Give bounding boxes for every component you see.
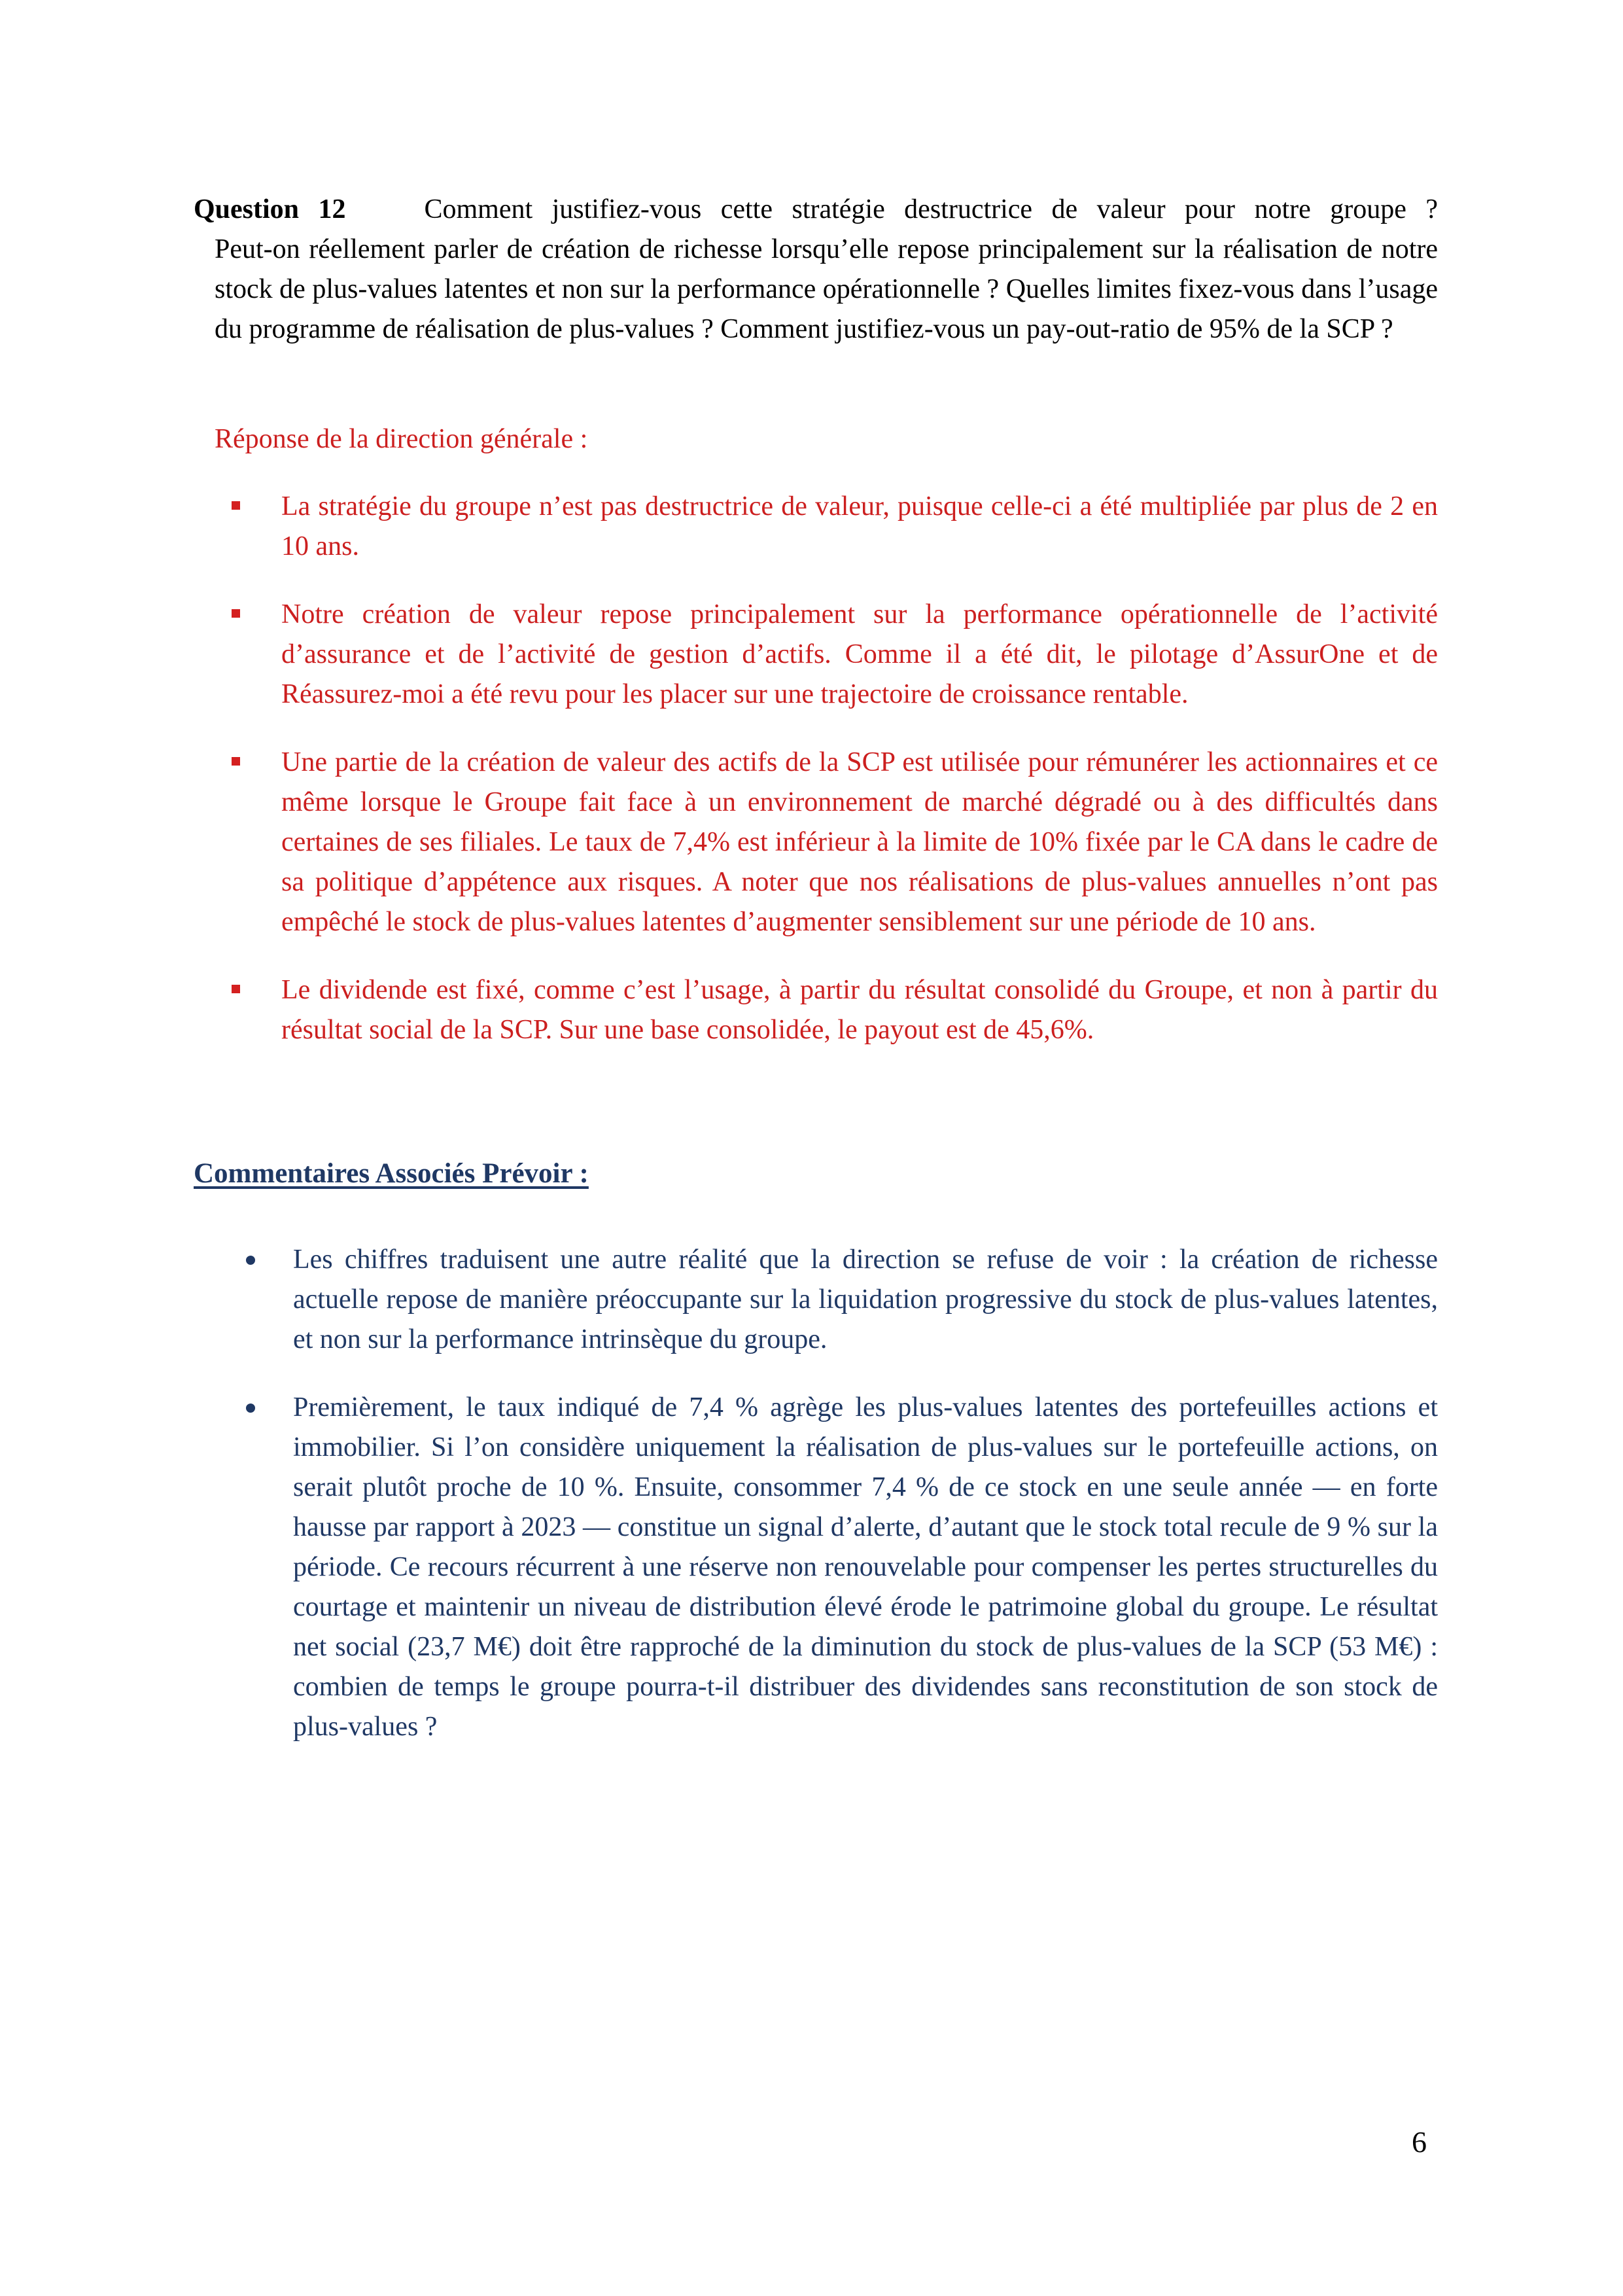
question-label: Question 12 (194, 194, 346, 224)
response-item-text: Une partie de la création de valeur des actifs de la SCP est utilisée pour rémunérer les actionnaires et ce même lorsque le Groupe fait face à un environnement de marché dégradé ou à des difficultés dans certaines de ses filiales. Le taux de 7,4% est inférieur à la limite de 10% fixée par le CA dans le cadre de sa politique d’appétence aux risques. A noter que nos réalisations de plus-values annuelles n’ont pas empêché le stock de plus-values latentes d’augmenter sensiblement sur une période de 10 ans. (281, 747, 1438, 937)
response-item-text: Le dividende est fixé, comme c’est l’usage, à partir du résultat consolidé du Groupe, et non à partir du résultat social de la SCP. Sur une base consolidée, le payout est de 45,6%. (281, 975, 1438, 1045)
question-first-line (194, 190, 1438, 230)
question-block (194, 190, 1438, 349)
square-bullet-icon (232, 985, 240, 993)
response-item (281, 970, 1438, 1050)
square-bullet-icon (232, 757, 240, 766)
question-first-sentence: Comment justifiez-vous cette stratégie destructrice de valeur pour notre groupe ? (424, 194, 1438, 224)
square-bullet-icon (232, 501, 240, 510)
comment-item-text: Premièrement, le taux indiqué de 7,4 % agrège les plus-values latentes des portefeuilles actions et immobilier. Si l’on considère uniquement la réalisation de plus-values sur le portefeuille actions, on serait plutôt proche de 10 %. Ensuite, consommer 7,4 % de ce stock en une seule année — en forte hausse par rapport à 2023 — constitue un signal d’alerte, d’autant que le stock total recule de 9 % sur la période. Ce recours récurrent à une réserve non renouvelable pour compenser les pertes structurelles du courtage et maintenir un niveau de distribution élevé érode le patrimoine global du groupe. Le résultat net social (23,7 M€) doit être rapproché de la diminution du stock de plus-values de la SCP (53 M€) : combien de temps le groupe pourra-t-il distribuer des dividendes sans reconstitution de son stock de plus-values ? (293, 1392, 1438, 1742)
round-bullet-icon (246, 1404, 255, 1413)
response-item-text: La stratégie du groupe n’est pas destructrice de valeur, puisque celle-ci a été multipliée par plus de 2 en 10 ans. (281, 491, 1438, 561)
comments-heading: Commentaires Associés Prévoir : (194, 1158, 589, 1189)
response-item (281, 487, 1438, 567)
response-list (281, 487, 1438, 1078)
question-text: Peut-on réellement parler de création de richesse lorsqu’elle repose principalement sur la réalisation de notre stock de plus-values latentes et non sur la performance opérationnelle ? Quelles limites fixez-vous dans l’usage du programme de réalisation de plus-values ? Comment justifiez-vous un pay-out-ratio de 95% de la SCP ? (215, 234, 1438, 344)
page-number: 6 (1412, 2125, 1427, 2159)
comment-item (293, 1388, 1438, 1747)
response-item (281, 595, 1438, 715)
square-bullet-icon (232, 609, 240, 618)
response-item-text: Notre création de valeur repose principalement sur la performance opérationnelle de l’activité d’assurance et de l’activité de gestion d’actifs. Comme il a été dit, le pilotage d’AssurOne et de Réassurez-moi a été revu pour les placer sur une trajectoire de croissance rentable. (281, 599, 1438, 709)
response-item (281, 743, 1438, 942)
comment-item-text: Les chiffres traduisent une autre réalité que la direction se refuse de voir : la création de richesse actuelle repose de manière préoccupante sur la liquidation progressive du stock de plus-values latentes, et non sur la performance intrinsèque du groupe. (293, 1245, 1438, 1354)
round-bullet-icon (246, 1256, 255, 1265)
response-heading: Réponse de la direction générale : (215, 424, 588, 454)
comments-list (293, 1240, 1438, 1775)
comment-item (293, 1240, 1438, 1360)
